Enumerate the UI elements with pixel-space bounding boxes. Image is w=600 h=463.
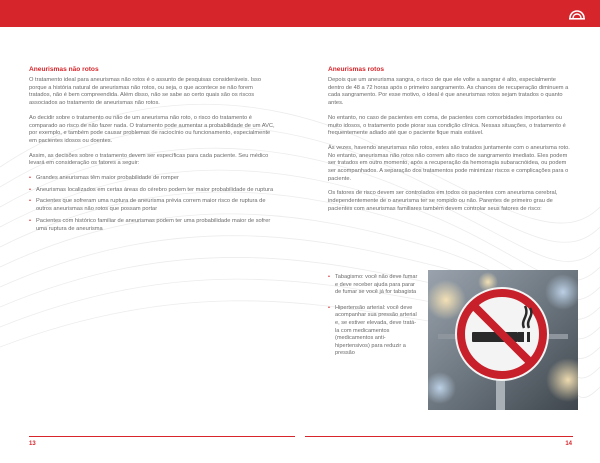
page-number-right: 14: [565, 441, 572, 447]
footer-rule-right: [305, 436, 573, 437]
factor-list: [29, 175, 275, 233]
section-heading-ruptured: Aneurismas rotos: [328, 66, 385, 73]
section-heading-unruptured: Aneurismas não rotos: [29, 66, 99, 73]
risk-factor-list: [328, 274, 420, 362]
list-item: • Pacientes que sofreram uma ruptura de aneurisma prévia correm maior risco de ruptura de outros aneurismas não rotos que possam portar: [29, 198, 275, 213]
list-item: • Pacientes com histórico familiar de aneurismas podem ter uma probabilidade maior de sofrer uma ruptura de aneurisma: [29, 218, 275, 233]
paragraph: O tratamento ideal para aneurismas não rotos é o assunto de pesquisas consideráveis. Isso porque a história natural de aneurismas não rotos, ou seja, o que acontece se não forem tratados, não é bem compreendida. Além disso, não se sabe ao certo quais são os riscos associados ao tratamento de aneurismas não rotos.: [29, 77, 262, 107]
no-smoking-photo: [428, 270, 578, 410]
right-column: [328, 66, 572, 221]
no-smoking-sign-icon: [428, 270, 578, 410]
risk-factors-block: [328, 270, 578, 410]
paragraph: Assim, as decisões sobre o tratamento devem ser específicas para cada paciente. Seu médico levará em consideração os fatores a seguir:: [29, 152, 269, 167]
page-number-left: 13: [29, 441, 36, 447]
list-item: • Tabagismo: você não deve fumar e deve receber ajuda para parar de fumar se você já for tabagista: [328, 274, 420, 297]
footer-rule-left: [29, 436, 295, 437]
paragraph: Depois que um aneurisma sangra, o risco de que ele volte a sangrar é alto, especialmente dentro de 48 a 72 horas após o primeiro sangramento. As chances de recuperação diminuem a cada sangramento. Por esse motivo, o ideal é que aneurismas rotos sejam tratados o quanto antes.: [328, 77, 569, 107]
logo-icon: [568, 8, 586, 20]
paragraph: Às vezes, havendo aneurismas não rotos, estes são tratados juntamente com o aneurisma roto. No entanto, aneurismas não rotos não correm alto risco de sangramento imediato. Eles podem ser tratados em outro momento, após a recuperação da hemorragia subaracnóidea, ou podem ser acompanhados. A separação dos tratamentos pode minimizar riscos e complicações para o paciente.: [328, 144, 570, 182]
paragraph: Os fatores de risco devem ser controlados em todos os pacientes com aneurisma cerebral, independentemente de o aneurisma ter se rompido ou não. Parentes de primeiro grau de pacientes com aneurismas familiares também devem controlar seus fatores de risco:: [328, 190, 558, 212]
list-item: • Grandes aneurismas têm maior probabilidade de romper: [29, 175, 275, 183]
paragraph: Ao decidir sobre o tratamento ou não de um aneurisma não roto, o risco do tratamento é comparado ao risco de não fazer nada. O tratamento pode aumentar a probabilidade de um AVC, por exemplo, e também pode causar problemas de raciocínio ou funcionamento, especialmente em pacientes idosos ou doentes.: [29, 114, 275, 144]
list-item: • Hipertensão arterial: você deve acompanhar sua pressão arterial e, se estiver elevada, deve tratá-la com medicamentos (medicamentos anti-hipertensivos) para reduzir a pressão: [328, 305, 420, 358]
list-item: • Aneurismas localizados em certas áreas do cérebro podem ter maior probabilidade de ruptura: [29, 187, 275, 195]
left-column: [29, 66, 275, 237]
top-banner: [0, 0, 600, 27]
paragraph: No entanto, no caso de pacientes em coma, de pacientes com comorbidades importantes ou muito idosos, o tratamento pode piorar sua condição clínica. Nessas situações, o tratamento é frequentemente adiado até que o paciente fique mais estável.: [328, 114, 566, 137]
